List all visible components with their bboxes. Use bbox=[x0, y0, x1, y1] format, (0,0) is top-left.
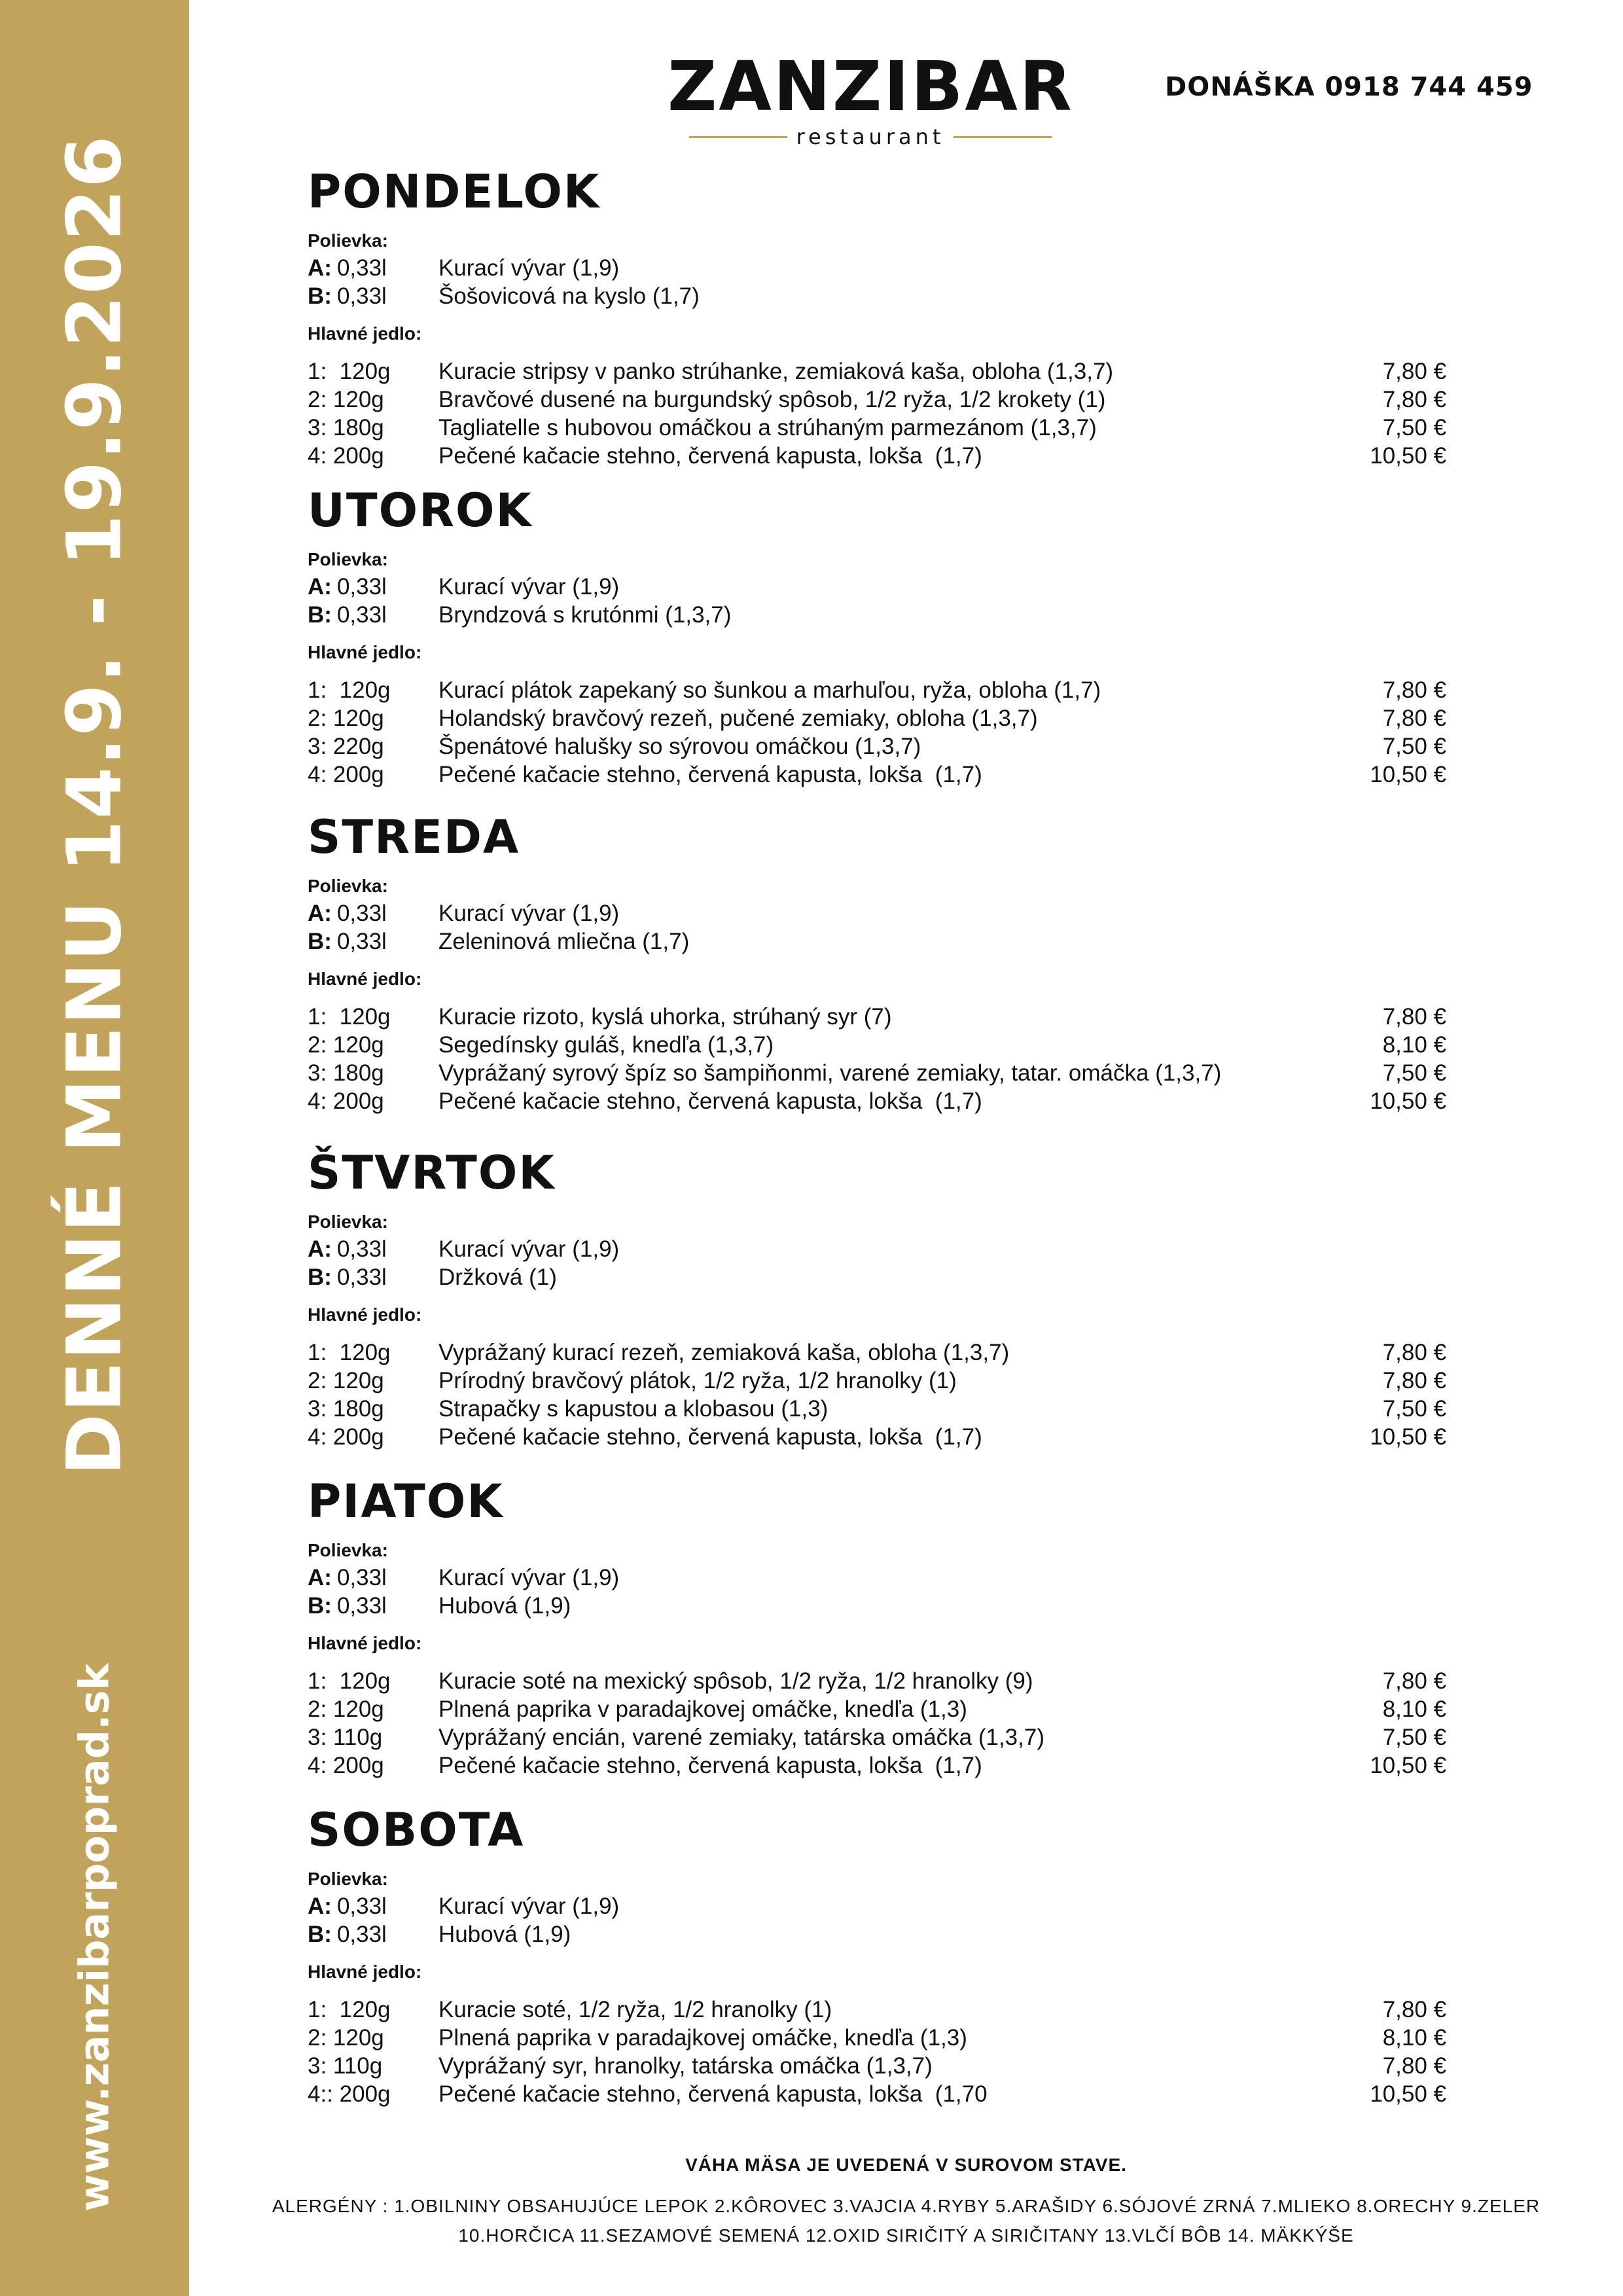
main-course-row bbox=[308, 1423, 1446, 1451]
dish-name: Kuracie rizoto, kyslá uhorka, strúhaný syr (7) bbox=[438, 1004, 892, 1030]
dish-code: 1: 120g bbox=[308, 1004, 391, 1030]
dish-name: Tagliatelle s hubovou omáčkou a strúhaným parmezánom (1,3,7) bbox=[438, 415, 1097, 440]
dish-price: 8,10 € bbox=[1382, 1696, 1446, 1722]
dish-name: Kuracie soté, 1/2 ryža, 1/2 hranolky (1) bbox=[438, 1997, 832, 2022]
dish-price: 10,50 € bbox=[1370, 1088, 1446, 1114]
soup-list bbox=[308, 254, 1446, 310]
soup-code bbox=[308, 1564, 438, 1592]
main-course-row bbox=[308, 704, 1446, 732]
soup-letter: B: bbox=[308, 1265, 332, 1290]
dish-name: Kuracie soté na mexický spôsob, 1/2 ryža, 1/2 hranolky (9) bbox=[438, 1668, 1033, 1694]
dish-code: 4: 200g bbox=[308, 762, 384, 787]
soup-amount: 0,33l bbox=[336, 1236, 387, 1262]
dish-name: Pečené kačacie stehno, červená kapusta, lokša (1,7) bbox=[438, 1753, 982, 1778]
soup-row bbox=[308, 1263, 1446, 1291]
soup-amount: 0,33l bbox=[336, 1565, 387, 1590]
allergens-line-1: ALERGÉNY : 1.OBILNINY OBSAHUJÚCE LEPOK 2.KÔROVEC 3.VAJCIA 4.RYBY 5.ARAŠIDY 6.SÓJOVÉ ZRNÁ 7.MLIEKO 8.ORECHY 9.ZELER bbox=[272, 2196, 1541, 2216]
soup-letter: B: bbox=[308, 1922, 332, 1947]
main-course-row bbox=[308, 1003, 1446, 1031]
menu-date-title: DENNÉ MENU 14.9. - 19.9.2026 bbox=[50, 134, 138, 1476]
divider-left bbox=[689, 136, 787, 138]
dish-price: 8,10 € bbox=[1382, 1032, 1446, 1058]
dish-code: 1: 120g bbox=[308, 1668, 391, 1694]
dish-price: 7,50 € bbox=[1382, 415, 1446, 440]
soup-label: Polievka: bbox=[308, 876, 388, 896]
main-course-row bbox=[308, 1367, 1446, 1395]
main-course-row bbox=[308, 2080, 1446, 2108]
day-section bbox=[308, 1475, 1446, 1780]
soup-row bbox=[308, 1920, 1446, 1948]
dish-code: 1: 120g bbox=[308, 1340, 391, 1365]
dish-price: 7,50 € bbox=[1382, 1396, 1446, 1422]
day-section bbox=[308, 810, 1446, 1115]
dish-price: 10,50 € bbox=[1370, 443, 1446, 469]
soup-row bbox=[308, 282, 1446, 310]
dish-name: Prírodný bravčový plátok, 1/2 ryža, 1/2 hranolky (1) bbox=[438, 1368, 957, 1393]
main-course-row bbox=[308, 357, 1446, 386]
dish-price: 7,80 € bbox=[1382, 1668, 1446, 1694]
website-url[interactable]: www.zanzibarpoprad.sk bbox=[70, 1663, 118, 2212]
dish-price: 7,50 € bbox=[1382, 1725, 1446, 1750]
dish-name: Segedínsky guláš, knedľa (1,3,7) bbox=[438, 1032, 774, 1058]
soup-name: Kurací vývar (1,9) bbox=[438, 255, 620, 281]
dish-name: Strapačky s kapustou a klobasou (1,3) bbox=[438, 1396, 829, 1422]
soup-row bbox=[308, 899, 1446, 927]
soup-row bbox=[308, 1892, 1446, 1920]
main-course-row bbox=[308, 1087, 1446, 1115]
dish-code: 3: 110g bbox=[308, 1725, 383, 1750]
soup-list bbox=[308, 1564, 1446, 1620]
soup-code bbox=[308, 1235, 438, 1263]
sidebar bbox=[0, 0, 189, 2296]
dish-price: 7,80 € bbox=[1382, 706, 1446, 731]
dish-name: Vyprážaný syr, hranolky, tatárska omáčka (1,3,7) bbox=[438, 2053, 933, 2079]
soup-letter: B: bbox=[308, 1593, 332, 1619]
soup-code bbox=[308, 573, 438, 601]
dish-code: 4: 200g bbox=[308, 1424, 384, 1450]
dish-code: 2: 120g bbox=[308, 2025, 384, 2051]
day-name: PONDELOK bbox=[308, 165, 601, 219]
soup-name: Hubová (1,9) bbox=[438, 1922, 571, 1947]
dish-code: 2: 120g bbox=[308, 387, 384, 412]
dish-name: Pečené kačacie stehno, červená kapusta, lokša (1,7) bbox=[438, 762, 982, 787]
main-course-row bbox=[308, 386, 1446, 414]
soup-amount: 0,33l bbox=[336, 901, 387, 926]
soup-code bbox=[308, 927, 438, 956]
dish-code: 2: 120g bbox=[308, 1032, 384, 1058]
dish-price: 7,80 € bbox=[1382, 1997, 1446, 2022]
dish-price: 7,80 € bbox=[1382, 387, 1446, 412]
soup-name: Šošovicová na kyslo (1,7) bbox=[438, 283, 700, 309]
day-section bbox=[308, 484, 1446, 789]
dish-code: 4: 200g bbox=[308, 1088, 384, 1114]
dish-name: Vyprážaný kurací rezeň, zemiaková kaša, obloha (1,3,7) bbox=[438, 1340, 1010, 1365]
dish-name: Pečené kačacie stehno, červená kapusta, lokša (1,7) bbox=[438, 1424, 982, 1450]
soup-row bbox=[308, 927, 1446, 956]
dish-code: 2: 120g bbox=[308, 706, 384, 731]
soup-name: Kurací vývar (1,9) bbox=[438, 1565, 620, 1590]
main-course-label: Hlavné jedlo: bbox=[308, 1304, 422, 1325]
dish-code: 4:: 200g bbox=[308, 2081, 391, 2107]
soup-letter: A: bbox=[308, 901, 332, 926]
main-course-row bbox=[308, 442, 1446, 470]
soup-name: Držková (1) bbox=[438, 1265, 557, 1290]
soup-name: Kurací vývar (1,9) bbox=[438, 1236, 620, 1262]
day-section bbox=[308, 165, 1446, 470]
soup-name: Kurací vývar (1,9) bbox=[438, 901, 620, 926]
dish-price: 10,50 € bbox=[1370, 762, 1446, 787]
main-course-row bbox=[308, 1338, 1446, 1367]
soup-row bbox=[308, 1564, 1446, 1592]
dish-code: 3: 110g bbox=[308, 2053, 383, 2079]
dish-code: 3: 180g bbox=[308, 415, 384, 440]
soup-label: Polievka: bbox=[308, 549, 388, 569]
soup-amount: 0,33l bbox=[336, 1893, 387, 1919]
day-name: UTOROK bbox=[308, 484, 533, 537]
soup-letter: A: bbox=[308, 1893, 332, 1919]
dish-name: Kuracie stripsy v panko strúhanke, zemiaková kaša, obloha (1,3,7) bbox=[438, 359, 1114, 384]
dish-name: Kurací plátok zapekaný so šunkou a marhuľou, ryža, obloha (1,7) bbox=[438, 677, 1101, 703]
main-course-label: Hlavné jedlo: bbox=[308, 642, 422, 662]
divider-right bbox=[954, 136, 1052, 138]
dish-price: 7,80 € bbox=[1382, 1004, 1446, 1030]
dish-price: 7,50 € bbox=[1382, 1060, 1446, 1086]
soup-name: Hubová (1,9) bbox=[438, 1593, 571, 1619]
soup-amount: 0,33l bbox=[336, 602, 387, 628]
dish-price: 7,80 € bbox=[1382, 1368, 1446, 1393]
soup-letter: A: bbox=[308, 1236, 332, 1262]
dish-price: 7,80 € bbox=[1382, 677, 1446, 703]
main-course-row bbox=[308, 1395, 1446, 1423]
main-course-label: Hlavné jedlo: bbox=[308, 1962, 422, 1982]
soup-code bbox=[308, 899, 438, 927]
brand-name: ZANZIBAR bbox=[668, 46, 1074, 126]
weight-note: VÁHA MÄSA JE UVEDENÁ V SUROVOM STAVE. bbox=[685, 2155, 1127, 2175]
allergens-line-2: 10.HORČICA 11.SEZAMOVÉ SEMENÁ 12.OXID SIRIČITÝ A SIRIČITANY 13.VLČÍ BÔB 14. MÄKKÝŠE bbox=[458, 2225, 1354, 2246]
main-course-list bbox=[308, 1338, 1446, 1451]
main-course-row bbox=[308, 1667, 1446, 1695]
dish-name: Pečené kačacie stehno, červená kapusta, lokša (1,70 bbox=[438, 2081, 988, 2107]
soup-amount: 0,33l bbox=[336, 574, 387, 600]
dish-name: Holandský bravčový rezeň, pučené zemiaky, obloha (1,3,7) bbox=[438, 706, 1038, 731]
main-course-row bbox=[308, 1751, 1446, 1780]
dish-code: 3: 180g bbox=[308, 1396, 384, 1422]
soup-code bbox=[308, 1592, 438, 1620]
soup-letter: B: bbox=[308, 283, 332, 309]
dish-code: 4: 200g bbox=[308, 443, 384, 469]
soup-list bbox=[308, 573, 1446, 629]
dish-price: 7,80 € bbox=[1382, 359, 1446, 384]
main-course-label: Hlavné jedlo: bbox=[308, 969, 422, 989]
day-name: ŠTVRTOK bbox=[308, 1146, 556, 1200]
dish-price: 10,50 € bbox=[1370, 1753, 1446, 1778]
soup-list bbox=[308, 899, 1446, 956]
dish-name: Vyprážaný encián, varené zemiaky, tatárska omáčka (1,3,7) bbox=[438, 1725, 1044, 1750]
dish-name: Pečené kačacie stehno, červená kapusta, lokša (1,7) bbox=[438, 443, 982, 469]
dish-code: 3: 220g bbox=[308, 734, 384, 759]
day-name: SOBOTA bbox=[308, 1803, 525, 1857]
soup-code bbox=[308, 282, 438, 310]
dish-price: 10,50 € bbox=[1370, 2081, 1446, 2107]
main-course-row bbox=[308, 1059, 1446, 1087]
dish-name: Vyprážaný syrový špíz so šampiňonmi, varené zemiaky, tatar. omáčka (1,3,7) bbox=[438, 1060, 1222, 1086]
soup-label: Polievka: bbox=[308, 230, 388, 251]
soup-code bbox=[308, 254, 438, 282]
soup-code bbox=[308, 1920, 438, 1948]
soup-row bbox=[308, 254, 1446, 282]
dish-price: 7,80 € bbox=[1382, 2053, 1446, 2079]
dish-code: 3: 180g bbox=[308, 1060, 384, 1086]
soup-letter: B: bbox=[308, 602, 332, 628]
soup-row bbox=[308, 601, 1446, 629]
soup-amount: 0,33l bbox=[336, 283, 387, 309]
soup-amount: 0,33l bbox=[336, 1922, 387, 1947]
brand-logo bbox=[668, 46, 1074, 149]
day-section bbox=[308, 1803, 1446, 2108]
main-course-label: Hlavné jedlo: bbox=[308, 1633, 422, 1653]
soup-row bbox=[308, 1235, 1446, 1263]
day-name: STREDA bbox=[308, 810, 520, 864]
dish-name: Špenátové halušky so sýrovou omáčkou (1,3,7) bbox=[438, 734, 921, 759]
main-course-row bbox=[308, 1996, 1446, 2024]
soup-row bbox=[308, 1592, 1446, 1620]
dish-code: 4: 200g bbox=[308, 1753, 384, 1778]
main-course-row bbox=[308, 414, 1446, 442]
soup-amount: 0,33l bbox=[336, 255, 387, 281]
soup-list bbox=[308, 1235, 1446, 1291]
dish-name: Bravčové dusené na burgundský spôsob, 1/2 ryža, 1/2 krokety (1) bbox=[438, 387, 1106, 412]
soup-label: Polievka: bbox=[308, 1211, 388, 1232]
dish-price: 10,50 € bbox=[1370, 1424, 1446, 1450]
dish-name: Plnená paprika v paradajkovej omáčke, knedľa (1,3) bbox=[438, 2025, 967, 2051]
dish-code: 2: 120g bbox=[308, 1696, 384, 1722]
main-course-label: Hlavné jedlo: bbox=[308, 323, 422, 344]
dish-code: 2: 120g bbox=[308, 1368, 384, 1393]
main-course-row bbox=[308, 676, 1446, 704]
day-name: PIATOK bbox=[308, 1475, 504, 1528]
main-course-row bbox=[308, 2052, 1446, 2080]
dish-price: 7,50 € bbox=[1382, 734, 1446, 759]
soup-code bbox=[308, 601, 438, 629]
brand-subtitle-row bbox=[668, 124, 1073, 149]
main-course-row bbox=[308, 761, 1446, 789]
soup-name: Kurací vývar (1,9) bbox=[438, 574, 620, 600]
soup-letter: A: bbox=[308, 574, 332, 600]
main-course-row bbox=[308, 732, 1446, 761]
soup-letter: A: bbox=[308, 1565, 332, 1590]
soup-code bbox=[308, 1263, 438, 1291]
dish-name: Plnená paprika v paradajkovej omáčke, knedľa (1,3) bbox=[438, 1696, 967, 1722]
dish-price: 8,10 € bbox=[1382, 2025, 1446, 2051]
soup-amount: 0,33l bbox=[336, 1593, 387, 1619]
delivery-phone: DONÁŠKA 0918 744 459 bbox=[1165, 72, 1533, 102]
soup-label: Polievka: bbox=[308, 1540, 388, 1560]
main-course-row bbox=[308, 2024, 1446, 2052]
soup-letter: A: bbox=[308, 255, 332, 281]
main-course-list bbox=[308, 1003, 1446, 1115]
day-section bbox=[308, 1146, 1446, 1451]
main-course-row bbox=[308, 1723, 1446, 1751]
main-course-list bbox=[308, 1996, 1446, 2108]
soup-letter: B: bbox=[308, 929, 332, 954]
dish-code: 1: 120g bbox=[308, 1997, 391, 2022]
main-course-list bbox=[308, 676, 1446, 789]
soup-code bbox=[308, 1892, 438, 1920]
soup-name: Zeleninová mliečna (1,7) bbox=[438, 929, 690, 954]
soup-amount: 0,33l bbox=[336, 929, 387, 954]
soup-row bbox=[308, 573, 1446, 601]
brand-subtitle: restaurant bbox=[796, 124, 945, 149]
soup-label: Polievka: bbox=[308, 1869, 388, 1889]
soup-amount: 0,33l bbox=[336, 1265, 387, 1290]
soup-list bbox=[308, 1892, 1446, 1948]
main-course-row bbox=[308, 1695, 1446, 1723]
main-course-row bbox=[308, 1031, 1446, 1059]
dish-name: Pečené kačacie stehno, červená kapusta, lokša (1,7) bbox=[438, 1088, 982, 1114]
soup-name: Bryndzová s krutónmi (1,3,7) bbox=[438, 602, 732, 628]
main-course-list bbox=[308, 357, 1446, 470]
main-course-list bbox=[308, 1667, 1446, 1780]
dish-code: 1: 120g bbox=[308, 359, 391, 384]
soup-name: Kurací vývar (1,9) bbox=[438, 1893, 620, 1919]
dish-code: 1: 120g bbox=[308, 677, 391, 703]
dish-price: 7,80 € bbox=[1382, 1340, 1446, 1365]
